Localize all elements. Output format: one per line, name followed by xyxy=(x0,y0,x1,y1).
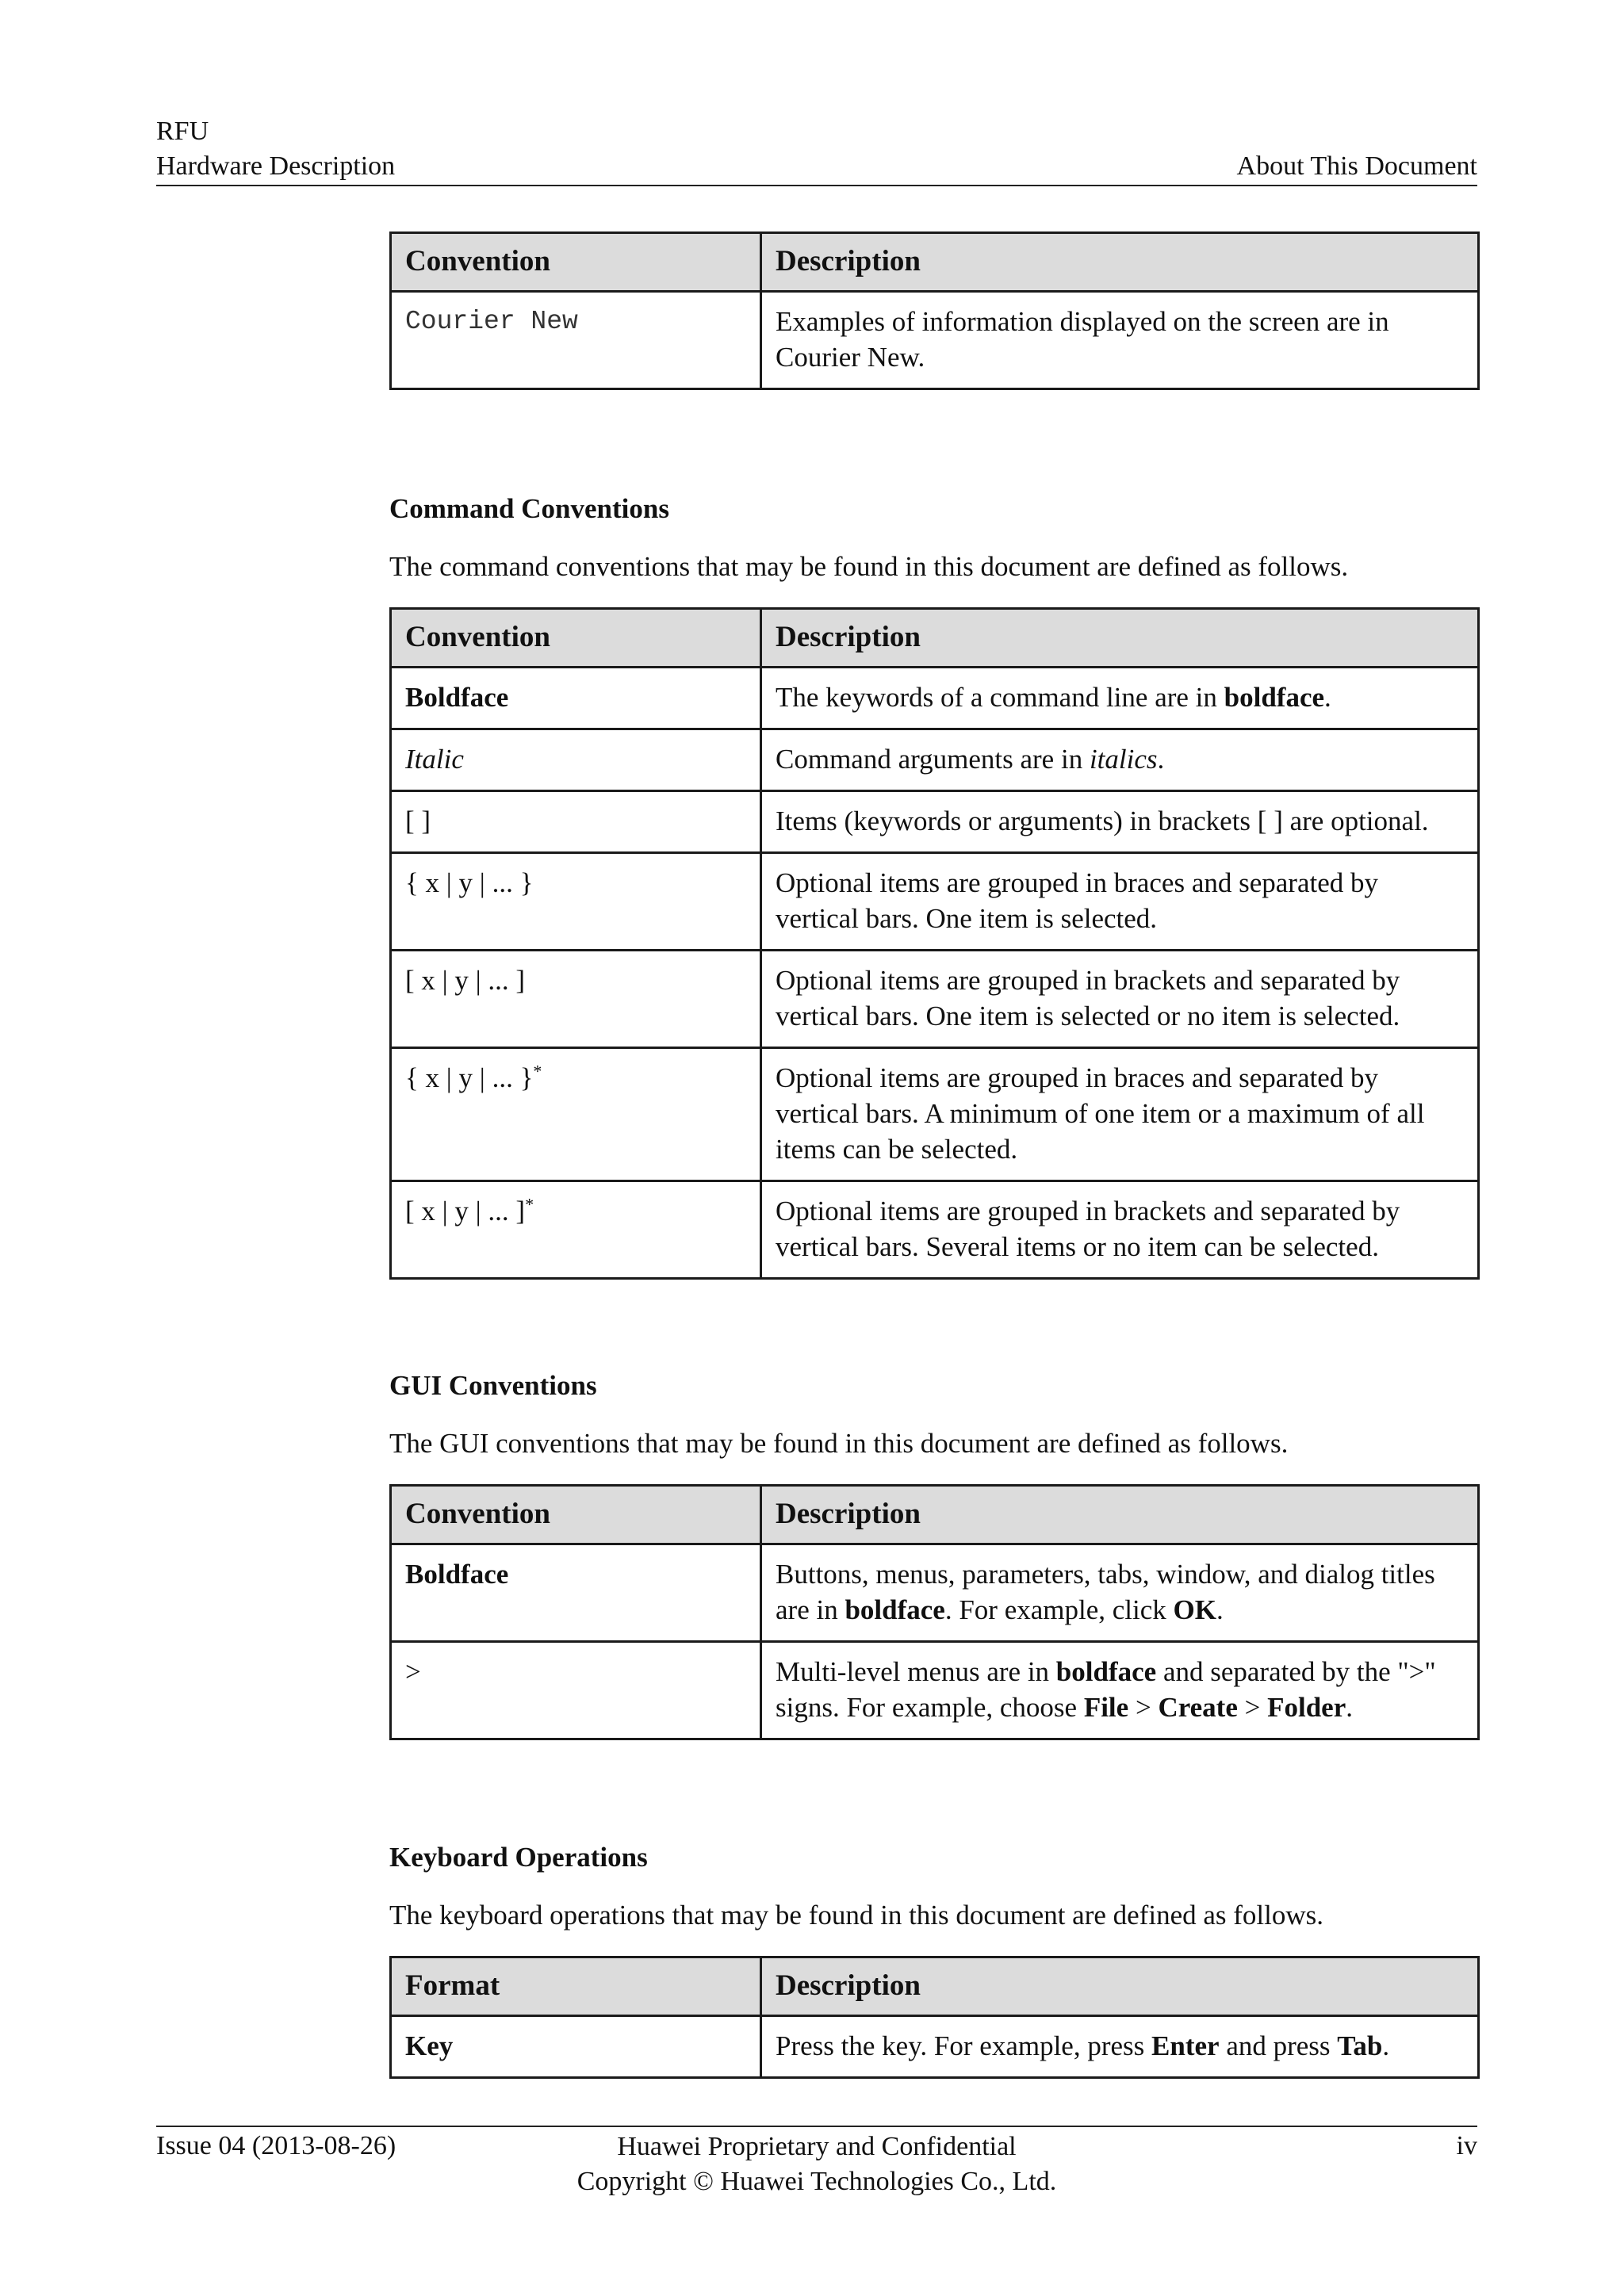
convention-bold: Boldface xyxy=(405,1559,509,1590)
bold-run: OK xyxy=(1173,1594,1216,1625)
convention-cell: > xyxy=(391,1642,761,1739)
text-run: { x | y | ... } xyxy=(405,1062,534,1093)
table-row xyxy=(391,292,1479,389)
superscript: * xyxy=(533,1061,542,1081)
table-header-row xyxy=(391,233,1479,292)
column-header: Description xyxy=(761,1486,1479,1544)
gui-conventions-table xyxy=(389,1484,1480,1740)
text-run: . xyxy=(1324,682,1331,713)
description-cell: Optional items are grouped in braces and separated by vertical bars. A minimum of one item or a maximum of all items can be selected. xyxy=(761,1048,1479,1181)
format-bold: Key xyxy=(405,2030,454,2061)
description-cell: Examples of information displayed on the screen are in Courier New. xyxy=(761,292,1479,389)
description-cell xyxy=(761,668,1479,729)
table-row xyxy=(391,1048,1479,1181)
bold-run: Create xyxy=(1158,1692,1238,1723)
table-header-row xyxy=(391,609,1479,668)
table-row xyxy=(391,1544,1479,1642)
text-run: . xyxy=(1382,2030,1390,2061)
bold-run: Folder xyxy=(1267,1692,1346,1723)
font-conventions-table xyxy=(389,232,1480,390)
text-run: and press xyxy=(1219,2030,1338,2061)
convention-cell xyxy=(391,1048,761,1181)
keyboard-operations-table xyxy=(389,1956,1480,2079)
text-run: and separated by the ">" signs. For example, choose xyxy=(776,1656,1436,1723)
description-cell: Optional items are grouped in braces and separated by vertical bars. One item is selected. xyxy=(761,853,1479,951)
convention-cell: Courier New xyxy=(391,292,761,389)
text-run: Command arguments are in xyxy=(776,744,1090,775)
footer-line2: Copyright © Huawei Technologies Co., Ltd. xyxy=(576,2167,1057,2196)
bold-run: boldface xyxy=(1224,682,1325,713)
section-title-gui: GUI Conventions xyxy=(389,1370,597,1401)
text-run: . xyxy=(1157,744,1165,775)
convention-bold: Boldface xyxy=(405,682,509,713)
convention-cell xyxy=(391,1181,761,1279)
convention-cell: { x | y | ... } xyxy=(391,853,761,951)
table-row xyxy=(391,1642,1479,1739)
description-cell: Items (keywords or arguments) in brackets [ ] are optional. xyxy=(761,791,1479,853)
text-run: > xyxy=(1128,1692,1159,1723)
command-conventions-table xyxy=(389,607,1480,1280)
table-row xyxy=(391,951,1479,1048)
column-header: Convention xyxy=(391,233,761,292)
italic-run: italics xyxy=(1089,744,1158,775)
column-header: Convention xyxy=(391,1486,761,1544)
text-run: > xyxy=(1237,1692,1268,1723)
table-row xyxy=(391,853,1479,951)
column-header: Description xyxy=(761,233,1479,292)
footer-issue: Issue 04 (2013-08-26) xyxy=(156,2131,396,2160)
footer-confidentiality xyxy=(492,2130,1142,2199)
footer-line1: Huawei Proprietary and Confidential xyxy=(617,2132,1017,2161)
convention-cell: [ ] xyxy=(391,791,761,853)
table-row xyxy=(391,729,1479,791)
bold-run: Tab xyxy=(1337,2030,1383,2061)
superscript: * xyxy=(525,1194,534,1215)
text-run: [ x | y | ... ] xyxy=(405,1196,526,1226)
table-row xyxy=(391,1181,1479,1279)
bold-run: boldface xyxy=(1055,1656,1157,1687)
column-header: Description xyxy=(761,609,1479,668)
convention-cell: [ x | y | ... ] xyxy=(391,951,761,1048)
text-run: . For example, click xyxy=(944,1594,1174,1625)
table-header-row xyxy=(391,1957,1479,2016)
section-title-command: Command Conventions xyxy=(389,493,669,524)
text-run: Press the key. For example, press xyxy=(776,2030,1152,2061)
convention-cell xyxy=(391,1544,761,1642)
text-run: The keywords of a command line are in xyxy=(776,682,1224,713)
bold-run: File xyxy=(1083,1692,1129,1723)
text-run: . xyxy=(1346,1692,1353,1723)
section-intro-command: The command conventions that may be found in this document are defined as follows. xyxy=(389,551,1349,582)
convention-cell xyxy=(391,668,761,729)
column-header: Convention xyxy=(391,609,761,668)
description-cell xyxy=(761,1544,1479,1642)
bold-run: boldface xyxy=(845,1594,945,1625)
header-section: About This Document xyxy=(1236,151,1477,181)
table-row xyxy=(391,668,1479,729)
column-header: Format xyxy=(391,1957,761,2016)
description-cell xyxy=(761,2016,1479,2078)
table-header-row xyxy=(391,1486,1479,1544)
footer-page-number: iv xyxy=(1456,2131,1477,2160)
description-cell: Optional items are grouped in brackets and separated by vertical bars. One item is selected or no item is selected. xyxy=(761,951,1479,1048)
header-product: RFU xyxy=(156,117,209,146)
section-title-keyboard: Keyboard Operations xyxy=(389,1842,648,1873)
convention-italic: Italic xyxy=(405,744,464,775)
text-run: Buttons, menus, parameters, tabs, window, and dialog titles are in xyxy=(776,1559,1435,1625)
description-cell xyxy=(761,729,1479,791)
table-row xyxy=(391,2016,1479,2078)
description-cell: Optional items are grouped in brackets and separated by vertical bars. Several items or no item can be selected. xyxy=(761,1181,1479,1279)
header-doc-title: Hardware Description xyxy=(156,151,396,181)
format-cell xyxy=(391,2016,761,2078)
bold-run: Enter xyxy=(1151,2030,1220,2061)
text-run: . xyxy=(1216,1594,1224,1625)
header-divider xyxy=(156,185,1477,186)
table-row xyxy=(391,791,1479,853)
section-intro-keyboard: The keyboard operations that may be found in this document are defined as follows. xyxy=(389,1900,1324,1931)
column-header: Description xyxy=(761,1957,1479,2016)
footer-divider xyxy=(156,2126,1477,2127)
description-cell xyxy=(761,1642,1479,1739)
text-run: Multi-level menus are in xyxy=(776,1656,1056,1687)
section-intro-gui: The GUI conventions that may be found in this document are defined as follows. xyxy=(389,1428,1289,1459)
convention-cell xyxy=(391,729,761,791)
